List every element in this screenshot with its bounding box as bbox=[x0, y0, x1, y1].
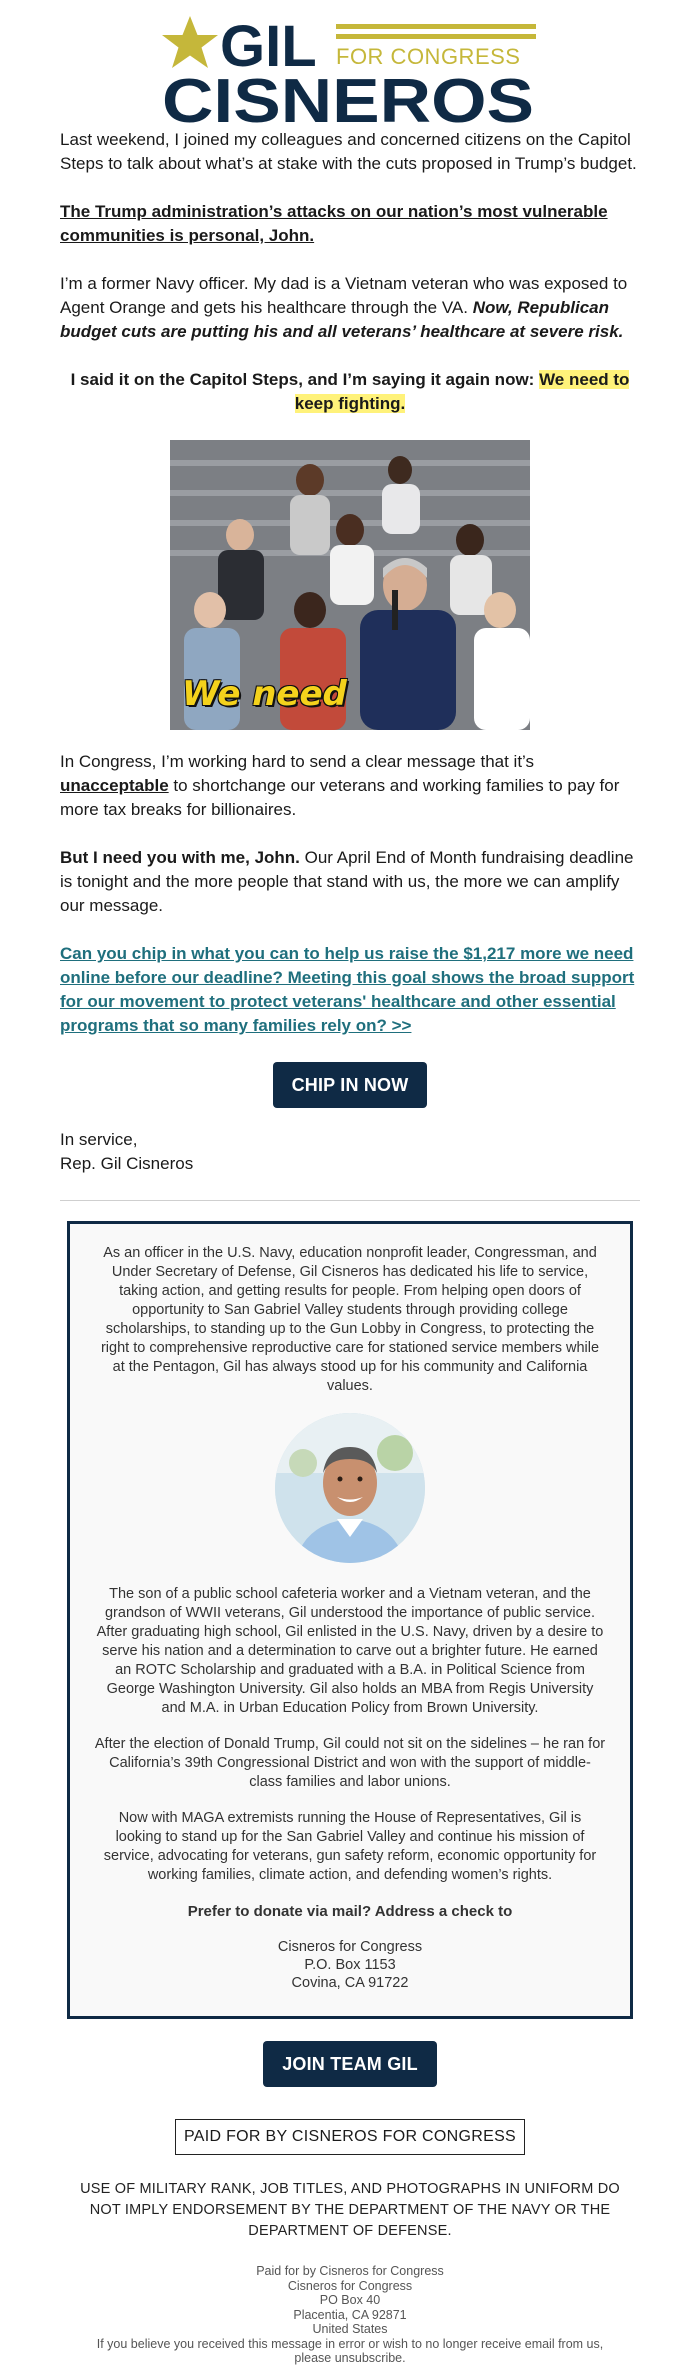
keep-fighting-highlight: We need to keep fighting. bbox=[294, 370, 630, 413]
campaign-logo bbox=[0, 0, 700, 128]
personal-statement: The Trump administration’s attacks on our nation’s most vulnerable communities is personal, John. bbox=[60, 202, 608, 245]
unacceptable-emphasis: unacceptable bbox=[60, 776, 169, 795]
unacceptable-paragraph: In Congress, I’m working hard to send a clear message that it’s unacceptable to shortchange our veterans and working families to pay for more tax breaks for billionaires. bbox=[60, 752, 620, 819]
signoff-name: Rep. Gil Cisneros bbox=[60, 1154, 194, 1173]
logo-name-top: GIL bbox=[220, 14, 317, 79]
video-caption: We need bbox=[182, 674, 347, 714]
footer-country: United States bbox=[312, 2322, 388, 2336]
signoff-salutation: In service, bbox=[60, 1130, 138, 1149]
paid-for-box: PAID FOR BY CISNEROS FOR CONGRESS bbox=[175, 2119, 525, 2155]
section-divider bbox=[60, 1200, 640, 1201]
mailing-address bbox=[94, 1938, 606, 1992]
join-team-gil-button[interactable]: JOIN TEAM GIL bbox=[263, 2041, 437, 2087]
email-body-continued bbox=[0, 750, 700, 1038]
logo-tagline: FOR CONGRESS bbox=[336, 44, 521, 69]
email-body bbox=[0, 128, 700, 416]
footer-city: Placentia, CA 92871 bbox=[293, 2307, 407, 2322]
donate-cta-link[interactable]: Can you chip in what you can to help us raise the $1,217 more we need online before our deadline? Meeting this goal shows the broad support for our movement to protect veterans' healthcare and other essential programs that so many families rely on? >> bbox=[60, 944, 635, 1035]
military-disclaimer: USE OF MILITARY RANK, JOB TITLES, AND PHOTOGRAPHS IN UNIFORM DO NOT IMPLY ENDORSEMENT BY THE DEPARTMENT OF THE NAVY OR THE DEPARTMENT OF DEFENSE. bbox=[80, 2181, 620, 2239]
keep-fighting-paragraph: I said it on the Capitol Steps, and I’m saying it again now: We need to keep fighting. bbox=[70, 370, 630, 413]
deadline-paragraph: But I need you with me, John. Our April End of Month fundraising deadline is tonight and the more people that stand with us, the more we can amplify our message. bbox=[60, 848, 634, 915]
bio-paragraph-3: After the election of Donald Trump, Gil could not sit on the sidelines – he ran for California’s 39th Congressional District and won with the support of middle-class families and labor unions. bbox=[94, 1736, 606, 1790]
address-line-2: P.O. Box 1153 bbox=[304, 1957, 396, 1973]
signoff bbox=[0, 1128, 700, 1176]
star-icon bbox=[162, 16, 218, 68]
bio-paragraph-2: The son of a public school cafeteria worker and a Vietnam veteran, and the grandson of WWII veterans, Gil understood the importance of public service. After graduating high school, Gil enlisted in the U.S. Navy, driven by a desire to serve his nation and a determination to carve out a brighter future. He earned an ROTC Scholarship and graduated with a B.A. in Political Science from George Washington University. Gil also holds an MBA from Regis University and M.A. in Urban Education Policy from Brown University. bbox=[96, 1586, 604, 1716]
bio-paragraph-4: Now with MAGA extremists running the House of Representatives, Gil is looking to stand up for the San Gabriel Valley and continue his mission of service, advocating for veterans, gun safety reform, economic opportunity for working families, climate action, and defending women’s rights. bbox=[103, 1810, 597, 1883]
bio-box bbox=[67, 1221, 633, 2019]
footer-org: Cisneros for Congress bbox=[287, 2278, 413, 2293]
unsubscribe-link[interactable]: unsubscribe. bbox=[334, 2351, 406, 2365]
logo-name-bottom: CISNEROS bbox=[162, 67, 534, 128]
footer-paid-line: Paid for by Cisneros for Congress bbox=[256, 2264, 444, 2278]
headshot-illustration bbox=[275, 1413, 425, 1563]
capitol-steps-photo[interactable] bbox=[170, 440, 530, 730]
donate-cta-paragraph bbox=[60, 942, 640, 1038]
candidate-headshot bbox=[275, 1413, 425, 1563]
budget-cuts-emphasis: Now, Republican budget cuts are putting his and all veterans’ healthcare at severe risk. bbox=[60, 298, 624, 341]
bio-paragraph-1: As an officer in the U.S. Navy, education nonprofit leader, Congressman, and Under Secretary of Defense, Gil Cisneros has dedicated his life to service, taking action, and getting results for people. From helping open doors of opportunity to San Gabriel Valley students through providing college scholarships, to standing up to the Gun Lobby in Congress, to protecting the right to comprehensive reproductive care for stationed service members while at the Pentagon, Gil has always stood up for his community and California values. bbox=[100, 1245, 600, 1394]
address-line-3: Covina, CA 91722 bbox=[291, 1975, 409, 1991]
intro-paragraph: Last weekend, I joined my colleagues and concerned citizens on the Capitol Steps to talk about what’s at stake with the cuts proposed in Trump’s budget. bbox=[60, 130, 637, 173]
footer-unsubscribe-note: If you believe you received this message in error or wish to no longer receive email from us, please unsubscribe. bbox=[96, 2336, 604, 2365]
email-footer bbox=[0, 2264, 700, 2366]
need-you-emphasis: But I need you with me, John. bbox=[60, 848, 300, 867]
mail-donation-heading: Prefer to donate via mail? Address a check to bbox=[187, 1903, 513, 1920]
navy-paragraph: I’m a former Navy officer. My dad is a Vietnam veteran who was exposed to Agent Orange and gets his healthcare through the VA. Now, Republican budget cuts are putting his and all veterans’ healthcare at severe risk. bbox=[60, 274, 628, 341]
chip-in-now-button[interactable]: CHIP IN NOW bbox=[273, 1062, 427, 1108]
logo-graphic bbox=[160, 12, 540, 128]
address-line-1: Cisneros for Congress bbox=[277, 1939, 423, 1955]
footer-po-box: PO Box 40 bbox=[319, 2293, 381, 2307]
